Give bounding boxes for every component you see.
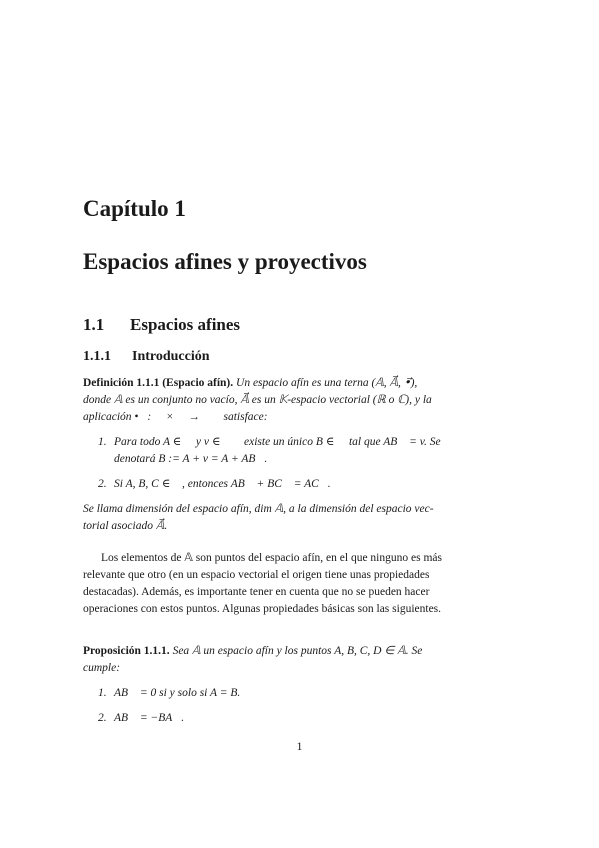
proposition-item-1-text: AB⃗ = 0 si y solo si A = B. [114, 687, 241, 699]
paragraph-line-4: operaciones con estos puntos. Algunas propiedades básicas son las siguientes. [83, 603, 442, 615]
proposition-head: Proposición 1.1.1. [83, 645, 170, 657]
definition-item-2-text: Si A, B, C ∈ 𝔸, entonces AB⃗ + BC⃗ = AC⃗. [114, 478, 331, 490]
chapter-label: Capítulo 1 [83, 196, 186, 221]
definition-item-1-text-1: Para todo A ∈ 𝔸 y v ∈ 𝔸⃗ existe un único B ∈ 𝔸 tal que AB⃗ = v. Se [114, 436, 441, 448]
definition-item-1-text-2: denotará B := A + v = A + AB⃗. [114, 453, 268, 465]
definition-line-2: donde 𝔸 es un conjunto no vacío, 𝔸⃗ es un 𝕂-espacio vectorial (ℝ o ℂ), y la [83, 394, 432, 406]
subsection-title: Introducción [132, 349, 210, 364]
section-title: Espacios afines [130, 315, 241, 334]
section-heading [83, 315, 240, 335]
page-number: 1 [296, 739, 303, 753]
proposition-item-2-text: AB⃗ = −BA⃗. [114, 712, 185, 724]
proposition-item-1 [98, 685, 475, 702]
subsection-heading [83, 349, 210, 365]
paragraph-line-2: relevante que otro (en un espacio vectorial el origen tiene unas propiedades [83, 569, 430, 581]
definition-closing-1: Se llama dimensión del espacio afín, dim 𝔸, a la dimensión del espacio vec- [83, 503, 434, 515]
definition-item-1-label: 1. [98, 436, 107, 448]
definition-item-2-label: 2. [98, 478, 107, 490]
definition-line-1 [83, 375, 475, 392]
definition-head: Definición 1.1.1 (Espacio afín). [83, 377, 234, 389]
proposition-text-1: Sea 𝔸 un espacio afín y los puntos A, B, C, D ∈ 𝔸. Se [172, 645, 423, 657]
definition-closing-2: torial asociado 𝔸⃗. [83, 520, 168, 532]
proposition-item-1-label: 1. [98, 687, 107, 699]
subsection-number: 1.1.1 [83, 349, 111, 364]
definition-item-2 [98, 476, 475, 493]
definition-text-1: Un espacio afín es una terna (𝔸, 𝔸⃗, •⃗), [236, 377, 418, 389]
proposition-item-2 [98, 710, 475, 727]
chapter-title: Espacios afines y proyectivos [83, 249, 367, 274]
definition-line-3: aplicación •⃗: 𝔸 × 𝔸 → 𝔸⃗ satisface: [83, 411, 268, 423]
proposition-item-2-label: 2. [98, 712, 107, 724]
section-number: 1.1 [83, 315, 105, 334]
proposition-line-1 [83, 643, 475, 660]
paragraph-line-3: destacadas). Además, es importante tener en cuenta que no se pueden hacer [83, 586, 430, 598]
proposition-line-2: cumple: [83, 662, 121, 674]
definition-item-1 [98, 434, 475, 451]
paragraph-line-1: Los elementos de 𝔸 son puntos del espacio afín, en el que ninguno es más [101, 552, 442, 564]
